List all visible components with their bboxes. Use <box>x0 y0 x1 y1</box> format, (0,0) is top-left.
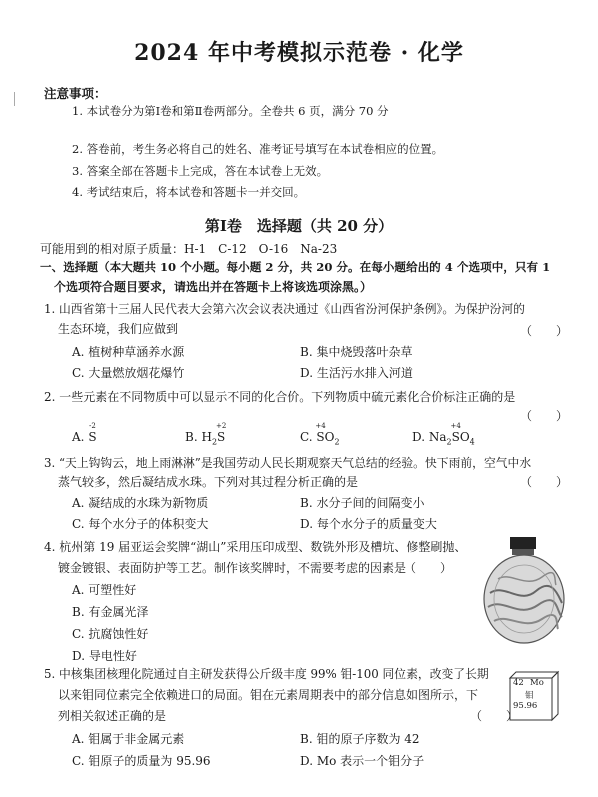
notice-heading: 注意事项： <box>44 86 107 101</box>
element-symbol: Mo <box>530 678 544 688</box>
page-title: 2024 年中考模拟示范卷 · 化学 <box>134 40 464 66</box>
q4-option-a: A. 可塑性好 <box>72 583 137 597</box>
question-1-stem: 1. 山西省第十三届人民代表大会第六次会议表决通过《山西省汾河保护条例》。为保护汾河的 <box>44 302 525 316</box>
q5-option-b: B. 钼的原子序数为 42 <box>300 732 420 746</box>
question-3-stem: 蒸气较多，然后凝结成水珠。下列对其过程分析正确的是 <box>58 475 359 489</box>
q1-option-b: B. 集中烧毁落叶杂草 <box>300 345 413 359</box>
q1-option-a: A. 植树种草涵养水源 <box>72 345 185 359</box>
q1-option-c: C. 大量燃放烟花爆竹 <box>72 366 185 380</box>
question-5-stem: 5. 中核集团核理化院通过自主研发获得公斤级丰度 99% 钼-100 同位素，改变了长期 <box>44 667 489 681</box>
q3-option-a: A. 凝结成的水珠为新物质 <box>72 496 209 510</box>
answer-paren: （ ） <box>520 475 569 489</box>
medal-image <box>480 535 568 647</box>
element-card <box>510 676 548 714</box>
q2-option-b: B. $H_2$ +2 S <box>185 422 227 447</box>
element-name: 钼 <box>525 691 534 701</box>
section-instruction: 一、选择题（本大题共 10 个小题。每小题 2 分，共 20 分。在每小题给出的 4 个选项中，只有 1 <box>40 260 551 274</box>
question-1-stem: 生态环境，我们应做到 <box>58 322 179 336</box>
q3-option-c: C. 每个水分子的体积变大 <box>72 517 209 531</box>
answer-paren: （ ） <box>470 709 519 723</box>
notice-item: 1. 本试卷分为第Ⅰ卷和第Ⅱ卷两部分。全卷共 6 页，满分 70 分 <box>72 104 389 118</box>
answer-paren: （ ） <box>520 409 569 423</box>
atomic-masses: 可能用到的相对原子质量：H-1 C-12 O-16 Na-23 <box>40 242 338 256</box>
q4-option-c: C. 抗腐蚀性好 <box>72 627 149 641</box>
question-4-stem: 4. 杭州第 19 届亚运会奖牌“湖山”采用压印成型、数铣外形及槽坑、修整刷抛、 <box>44 540 467 554</box>
question-2-stem: 2. 一些元素在不同物质中可以显示不同的化合价。下列物质中硫元素化合价标注正确的是 <box>44 390 516 404</box>
q2-option-a: A. -2 S <box>72 422 97 444</box>
question-5-stem: 以来钼同位素完全依赖进口的局面。钼在元素周期表中的部分信息如图所示，下 <box>58 688 479 702</box>
q2-option-c: C. +4 $SO_2$ <box>300 422 340 447</box>
q1-option-d: D. 生活污水排入河道 <box>300 366 413 380</box>
q5-option-c: C. 钼原子的质量为 95.96 <box>72 754 211 768</box>
element-number: 42 <box>513 678 524 688</box>
answer-paren: （ ） <box>404 561 453 575</box>
notice-item: 2. 答卷前，考生务必将自己的姓名、准考证号填写在本试卷相应的位置。 <box>72 142 444 156</box>
element-mass: 95.96 <box>513 701 538 711</box>
notice-item: 4. 考试结束后，将本试卷和答题卡一并交回。 <box>72 185 306 199</box>
question-4-stem: 镀金镀银、表面防护等工艺。制作该奖牌时，不需要考虑的因素是 <box>58 561 407 575</box>
notice-item: 3. 答案全部在答题卡上完成，答在本试卷上无效。 <box>72 164 329 178</box>
section-title: 第Ⅰ卷 选择题（共 20 分） <box>204 217 394 235</box>
q5-option-a: A. 钼属于非金属元素 <box>72 732 185 746</box>
q5-option-d: D. Mo 表示一个钼分子 <box>300 754 425 768</box>
answer-paren: （ ） <box>520 324 569 338</box>
question-3-stem: 3. “天上钩钩云，地上雨淋淋”是我国劳动人民长期观察天气总结的经验。快下雨前，空气中水 <box>44 456 532 470</box>
q3-option-d: D. 每个水分子的质量变大 <box>300 517 437 531</box>
question-5-stem: 列相关叙述正确的是 <box>58 709 167 723</box>
q2-option-d: D. $Na_2$ +4 $SO_4$ <box>412 422 475 447</box>
q3-option-b: B. 水分子间的间隔变小 <box>300 496 425 510</box>
margin-mark <box>14 92 15 106</box>
q4-option-d: D. 导电性好 <box>72 649 137 663</box>
q4-option-b: B. 有金属光泽 <box>72 605 149 619</box>
section-instruction: 个选项符合题目要求，请选出并在答题卡上将该选项涂黑。） <box>54 280 373 294</box>
